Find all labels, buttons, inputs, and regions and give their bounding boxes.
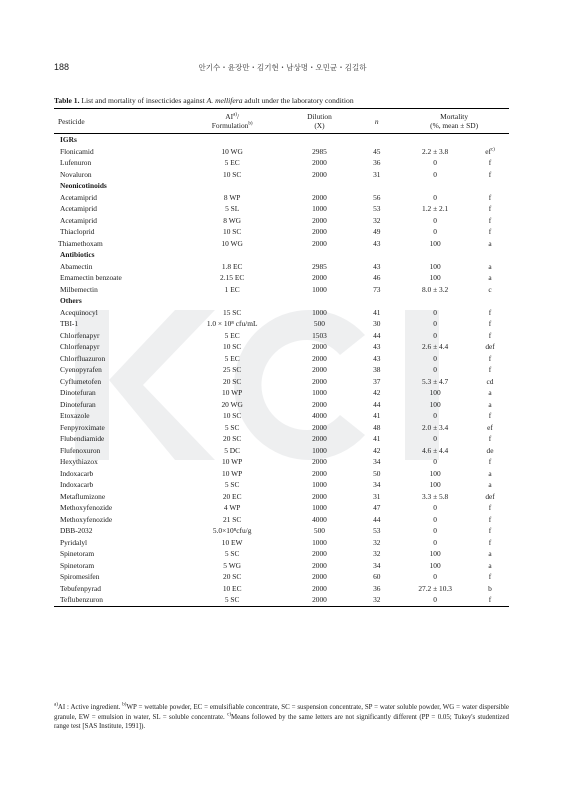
- cell-ai-formulation: 5 WG: [223, 560, 242, 570]
- cell-n: 32: [373, 215, 381, 225]
- cell-mortality: 2.6 ± 4.4: [422, 342, 449, 351]
- cell-n: 43: [373, 261, 381, 271]
- cell-ai-formulation: 25 SC: [223, 365, 242, 374]
- cell-n: 46: [373, 273, 381, 282]
- cell-mortality: 100: [429, 468, 441, 478]
- cell-pesticide: Pyridalyl: [60, 537, 88, 547]
- cell-mortality: 27.2 ± 10.3: [418, 583, 452, 593]
- cell-dilution: 1000: [312, 204, 327, 213]
- cell-pesticide: Dinotefuran: [60, 399, 96, 409]
- cell-dilution: 1503: [312, 330, 327, 340]
- cell-pesticide: Tebufenpyrad: [60, 583, 101, 593]
- cell-ai-formulation: 8 WG: [223, 215, 242, 225]
- cell-ai-formulation: 5 DC: [224, 445, 241, 455]
- group-label: Neonicotinoids: [60, 181, 107, 190]
- table-row: [54, 583, 509, 595]
- cell-ai-formulation: 5 SC: [224, 480, 240, 489]
- insecticide-table: [54, 108, 509, 607]
- cell-mortality: 0: [433, 434, 437, 443]
- cell-dilution: 2000: [312, 227, 327, 236]
- cell-letter: $ef^{c)}$: [485, 146, 495, 156]
- cell-mortality: 0: [433, 503, 437, 512]
- cell-ai-formulation: 5 SC: [224, 422, 240, 432]
- running-authors: 안기수・윤장만・김기현・남상명・오민균・김길하: [198, 63, 367, 72]
- table-row: [54, 226, 509, 238]
- group-row: [54, 295, 509, 307]
- cell-pesticide: Indoxacarb: [60, 480, 94, 489]
- cell-n: 38: [373, 365, 381, 374]
- cell-letter: f: [488, 307, 492, 317]
- cell-letter: f: [488, 526, 492, 535]
- cell-letter: a: [488, 261, 492, 271]
- cell-letter: f: [488, 158, 492, 167]
- cell-mortality: 0: [433, 526, 437, 535]
- cell-pesticide: Milbemectin: [60, 284, 98, 294]
- cell-letter: f: [488, 169, 492, 179]
- cell-n: 34: [373, 457, 381, 466]
- cell-mortality: 100: [429, 560, 441, 570]
- table-row: [54, 364, 509, 376]
- cell-dilution: 2000: [312, 376, 327, 386]
- cell-dilution: 2000: [312, 158, 327, 167]
- cell-letter: a: [488, 399, 492, 409]
- cell-ai-formulation: 10 WG: [221, 238, 243, 248]
- caption-species: A. mellifera: [206, 96, 243, 105]
- cell-dilution: 1000: [312, 480, 327, 489]
- cell-pesticide: Novaluron: [60, 169, 92, 179]
- cell-n: 36: [373, 158, 381, 167]
- cell-mortality: 0: [433, 192, 437, 202]
- cell-n: 36: [373, 583, 381, 593]
- cell-pesticide: Spinetoram: [60, 560, 95, 570]
- cell-n: 44: [373, 514, 381, 524]
- table-row: [54, 410, 509, 422]
- cell-pesticide: Cyenopyrafen: [60, 365, 102, 374]
- cell-dilution: 2000: [312, 215, 327, 225]
- cell-ai-formulation: 20 SC: [223, 572, 242, 581]
- table-row: [54, 560, 509, 572]
- cell-pesticide: Spinetoram: [60, 549, 95, 558]
- cell-pesticide: Metaflumizone: [60, 491, 106, 501]
- cell-letter: f: [488, 457, 492, 466]
- cell-ai-formulation: 5.0×10⁸cfu/g: [212, 526, 252, 535]
- table-row: [54, 548, 509, 560]
- cell-dilution: 2000: [312, 273, 327, 282]
- cell-dilution: 2000: [312, 342, 327, 351]
- cell-mortality: 0: [433, 365, 437, 374]
- cell-mortality: 100: [429, 399, 441, 409]
- table-row: [54, 399, 509, 411]
- table-row: [54, 330, 509, 342]
- cell-pesticide: Abamectin: [60, 261, 93, 271]
- cell-ai-formulation: 10 SC: [223, 169, 242, 179]
- cell-mortality: 0: [433, 330, 437, 340]
- cell-pesticide: Flubendiamide: [60, 434, 105, 443]
- cell-dilution: 1000: [312, 537, 327, 547]
- cell-ai-formulation: 5 EC: [224, 330, 240, 340]
- cell-mortality: 100: [429, 261, 441, 271]
- cell-mortality: 100: [429, 238, 441, 248]
- cell-letter: def: [485, 491, 495, 501]
- table-row: [54, 594, 509, 606]
- table-row: [54, 284, 509, 296]
- cell-n: 34: [373, 560, 381, 570]
- cell-pesticide: Thiacloprid: [60, 227, 95, 236]
- cell-letter: f: [488, 514, 492, 524]
- header-dilution: Dilution (X): [285, 109, 355, 134]
- table-row: [54, 537, 509, 549]
- cell-pesticide: Acetamiprid: [60, 192, 97, 202]
- cell-mortality: 3.3 ± 5.8: [422, 491, 449, 501]
- cell-letter: f: [488, 330, 492, 340]
- cell-n: 48: [373, 422, 381, 432]
- cell-ai-formulation: 21 SC: [223, 514, 242, 524]
- cell-pesticide: Lufenuron: [60, 158, 92, 167]
- cell-letter: de: [486, 445, 494, 455]
- cell-ai-formulation: 5 EC: [224, 353, 240, 363]
- table-row: [54, 272, 509, 284]
- table-row: [54, 376, 509, 388]
- table-row: [54, 525, 509, 537]
- cell-n: 44: [373, 399, 381, 409]
- table-row: [54, 307, 509, 319]
- cell-n: 32: [354, 594, 399, 606]
- table-row: [54, 261, 509, 273]
- cell-dilution: 2000: [312, 457, 327, 466]
- cell-n: 60: [373, 572, 381, 581]
- header-mortality: Mortality (%, mean ± SD): [399, 109, 509, 134]
- cell-ai-formulation: 2.15 EC: [220, 273, 245, 282]
- cell-ai-formulation: 5 SC: [224, 549, 240, 558]
- table-row: [54, 479, 509, 491]
- cell-ai-formulation: 10 WP: [222, 468, 243, 478]
- cell-mortality: 0: [433, 572, 437, 581]
- cell-n: 41: [373, 307, 381, 317]
- cell-pesticide: Indoxacarb: [60, 468, 94, 478]
- cell-n: 53: [373, 204, 381, 213]
- header-pesticide: Pesticide: [54, 109, 180, 134]
- table-row: [54, 318, 509, 330]
- table-row: [54, 157, 509, 169]
- cell-pesticide: DBB-2032: [60, 526, 93, 535]
- cell-n: 37: [373, 376, 381, 386]
- cell-mortality: 0: [433, 307, 437, 317]
- cell-n: 49: [373, 227, 381, 236]
- cell-n: 53: [373, 526, 381, 535]
- cell-dilution: 2000: [312, 353, 327, 363]
- cell-dilution: 4000: [312, 514, 327, 524]
- table-row: [54, 169, 509, 181]
- cell-mortality: 0: [433, 169, 437, 179]
- cell-dilution: 1000: [312, 388, 327, 397]
- cell-ai-formulation: 10 SC: [223, 227, 242, 236]
- cell-n: 56: [373, 192, 381, 202]
- cell-mortality: 0: [433, 319, 437, 328]
- cell-dilution: 2000: [312, 422, 327, 432]
- table-row: [54, 456, 509, 468]
- group-row: [54, 180, 509, 192]
- cell-letter: a: [488, 549, 492, 558]
- cell-letter: a: [488, 560, 492, 570]
- cell-pesticide: Etoxazole: [60, 411, 90, 420]
- cell-n: 34: [373, 480, 381, 489]
- cell-ai-formulation: 5 SL: [225, 204, 240, 213]
- cell-mortality: 100: [429, 480, 441, 489]
- cell-pesticide: Chlorfluazuron: [60, 353, 106, 363]
- cell-dilution: 1000: [312, 284, 327, 294]
- cell-mortality: 100: [429, 549, 441, 558]
- cell-ai-formulation: 8 WP: [223, 192, 241, 202]
- cell-dilution: 500: [313, 526, 325, 535]
- cell-pesticide: Cyflumetofen: [60, 376, 102, 386]
- cell-letter: a: [488, 238, 492, 248]
- cell-n: 41: [373, 434, 381, 443]
- cell-dilution: 2000: [312, 399, 327, 409]
- cell-letter: f: [488, 434, 492, 443]
- cell-pesticide: Fenpyroximate: [60, 422, 105, 432]
- cell-ai-formulation: 10 WP: [222, 388, 243, 397]
- cell-n: 44: [373, 330, 381, 340]
- cell-ai-formulation: 4 WP: [223, 503, 241, 512]
- group-row: [54, 249, 509, 261]
- table-header-row: [54, 109, 509, 134]
- group-label: Antibiotics: [60, 250, 95, 259]
- cell-mortality: 1.2 ± 2.1: [422, 204, 449, 213]
- cell-n: 42: [373, 445, 381, 455]
- cell-ai-formulation: 15 SC: [223, 307, 242, 317]
- table-row: [54, 387, 509, 399]
- table-row: [54, 341, 509, 353]
- cell-mortality: 2.0 ± 3.4: [422, 422, 449, 432]
- cell-pesticide: Thiamethoxam: [58, 238, 103, 248]
- cell-mortality: 2.2 ± 3.8: [422, 146, 449, 156]
- table-caption: [54, 96, 514, 105]
- header-n: n: [354, 109, 399, 134]
- cell-letter: c: [488, 284, 492, 294]
- cell-pesticide: Hexythiazox: [60, 457, 98, 466]
- cell-letter: f: [488, 204, 492, 213]
- cell-ai-formulation: 1 EC: [224, 284, 240, 294]
- cell-pesticide: Methoxyfenozide: [60, 503, 113, 512]
- cell-letter: ef: [487, 422, 493, 432]
- cell-dilution: 1000: [312, 445, 327, 455]
- cell-dilution: 2000: [312, 434, 327, 443]
- cell-n: 30: [373, 319, 381, 328]
- cell-mortality: 0: [433, 158, 437, 167]
- cell-ai-formulation: 20 SC: [223, 434, 242, 443]
- cell-n: 50: [373, 468, 381, 478]
- cell-dilution: 2000: [312, 560, 327, 570]
- cell-ai-formulation: 5 EC: [224, 158, 240, 167]
- cell-letter: a: [488, 388, 492, 397]
- header-ai-formulation: AI$^{a)}$/ Formulation$^{b)}$: [180, 109, 285, 134]
- cell-pesticide: Dinotefuran: [60, 388, 96, 397]
- cell-ai-formulation: 10 WP: [222, 457, 243, 466]
- cell-ai-formulation: 1.8 EC: [221, 261, 243, 271]
- cell-letter: def: [485, 342, 495, 351]
- cell-dilution: 2985: [312, 146, 327, 156]
- cell-dilution: 2000: [312, 238, 327, 248]
- cell-n: 43: [373, 353, 381, 363]
- cell-n: 42: [373, 388, 381, 397]
- cell-pesticide: TBI-1: [60, 319, 79, 328]
- cell-dilution: 1000: [312, 503, 327, 512]
- cell-ai-formulation: 20 WG: [221, 399, 243, 409]
- cell-ai-formulation: 10 SC: [223, 411, 242, 420]
- cell-dilution: 2985: [312, 261, 327, 271]
- cell-dilution: 2000: [285, 594, 355, 606]
- page-header: [0, 62, 565, 74]
- table-row: [54, 491, 509, 503]
- cell-mortality: 0: [433, 411, 437, 420]
- table-row: [54, 238, 509, 250]
- cell-pesticide: Flonicamid: [60, 146, 94, 156]
- cell-n: 41: [373, 411, 381, 420]
- table-row: [54, 192, 509, 204]
- cell-pesticide: Flufenoxuron: [60, 445, 101, 455]
- cell-pesticide: Spiromesifen: [60, 572, 100, 581]
- cell-mortality: 0: [433, 537, 437, 547]
- cell-pesticide: Emamectin benzoate: [60, 273, 122, 282]
- group-row: [54, 134, 509, 146]
- cell-pesticide: Acequinocyl: [60, 307, 98, 317]
- cell-n: 31: [373, 491, 381, 501]
- cell-n: 32: [373, 537, 381, 547]
- cell-ai-formulation: 10 EW: [221, 537, 243, 547]
- cell-mortality: 0: [433, 457, 437, 466]
- cell-dilution: 4000: [312, 411, 327, 420]
- cell-pesticide: Chlorfenapyr: [60, 342, 100, 351]
- cell-n: 45: [373, 146, 381, 156]
- table-row: [54, 215, 509, 227]
- cell-ai-formulation: 20 EC: [222, 491, 242, 501]
- table-row: [54, 468, 509, 480]
- cell-letter: f: [488, 537, 492, 547]
- cell-dilution: 2000: [312, 491, 327, 501]
- cell-letter: f: [488, 227, 492, 236]
- cell-n: 43: [373, 238, 381, 248]
- cell-letter: a: [488, 468, 492, 478]
- cell-ai-formulation: 1.0 × 10⁸ cfu/mL: [206, 319, 258, 328]
- cell-n: 73: [373, 284, 381, 294]
- cell-ai-formulation: 10 EC: [222, 583, 242, 593]
- cell-ai-formulation: 10 SC: [223, 342, 242, 351]
- cell-letter: f: [488, 365, 492, 374]
- cell-pesticide: Chlorfenapyr: [60, 330, 100, 340]
- cell-letter: b: [488, 583, 492, 593]
- cell-dilution: 2000: [312, 468, 327, 478]
- cell-mortality: 5.3 ± 4.7: [422, 376, 449, 386]
- cell-pesticide: Methoxyfenozide: [60, 514, 113, 524]
- cell-ai-formulation: 5 SC: [180, 594, 285, 606]
- cell-mortality: 0: [433, 514, 437, 524]
- cell-mortality: 100: [429, 273, 441, 282]
- cell-mortality: 0: [433, 353, 437, 363]
- table-row: [54, 353, 509, 365]
- cell-n: 31: [373, 169, 381, 179]
- caption-tail: adult under the laboratory condition: [242, 96, 354, 105]
- table-row: [54, 514, 509, 526]
- group-label: IGRs: [60, 135, 77, 144]
- table-row: [54, 502, 509, 514]
- caption-label: Table 1.: [54, 96, 80, 105]
- cell-letter: f: [488, 503, 492, 512]
- cell-dilution: 2000: [312, 169, 327, 179]
- cell-mortality: 0: [433, 215, 437, 225]
- cell-ai-formulation: 10 WG: [221, 146, 243, 156]
- cell-dilution: 2000: [312, 549, 327, 558]
- cell-letter: f: [488, 572, 492, 581]
- cell-n: 43: [373, 342, 381, 351]
- cell-mortality: 0: [433, 227, 437, 236]
- table-body: [54, 134, 509, 607]
- cell-letter: cd: [486, 376, 494, 386]
- cell-letter: f: [471, 594, 509, 606]
- cell-ai-formulation: 20 SC: [223, 376, 242, 386]
- cell-dilution: 500: [313, 319, 325, 328]
- cell-mortality: 4.6 ± 4.4: [422, 445, 449, 455]
- cell-letter: f: [488, 215, 492, 225]
- cell-letter: f: [488, 192, 492, 202]
- cell-dilution: 2000: [312, 583, 327, 593]
- cell-dilution: 1000: [312, 307, 327, 317]
- table-row: [54, 571, 509, 583]
- cell-pesticide: Teflubenzuron: [54, 594, 180, 606]
- cell-dilution: 2000: [312, 572, 327, 581]
- cell-dilution: 2000: [312, 192, 327, 202]
- table-row: [54, 203, 509, 215]
- cell-dilution: 2000: [312, 365, 327, 374]
- cell-mortality: 0: [399, 594, 471, 606]
- page-number: 188: [54, 62, 70, 72]
- table-footnote: $^{a)}$AI : Active ingredient. $^{b)}$WP = wettable powder, EC = emulsifiable concentrate, SC = suspension concentrate, SP = water soluble powder, WG = water dispersible granule, EW = emulsion in water, SL = soluble concentrate. $^{c)}$Means followed by the same letters are not significantly different (PP = 0.05; Tukey's studentized range test [SAS Institute, 1991]).: [54, 702, 509, 731]
- group-label: Others: [60, 296, 82, 305]
- cell-letter: f: [488, 411, 492, 420]
- cell-pesticide: Acetamiprid: [60, 215, 97, 225]
- caption-text: List and mortality of insecticides against: [79, 96, 207, 105]
- cell-letter: a: [488, 480, 492, 489]
- cell-mortality: 8.0 ± 3.2: [422, 284, 449, 294]
- table-row: [54, 146, 509, 158]
- cell-letter: f: [488, 319, 492, 328]
- cell-pesticide: Acetamiprid: [60, 204, 97, 213]
- table-row: [54, 433, 509, 445]
- table-row: [54, 445, 509, 457]
- table-row: [54, 422, 509, 434]
- cell-mortality: 100: [429, 388, 441, 397]
- cell-n: 47: [373, 503, 381, 512]
- cell-n: 32: [373, 549, 381, 558]
- cell-letter: f: [488, 353, 492, 363]
- cell-letter: a: [488, 273, 492, 282]
